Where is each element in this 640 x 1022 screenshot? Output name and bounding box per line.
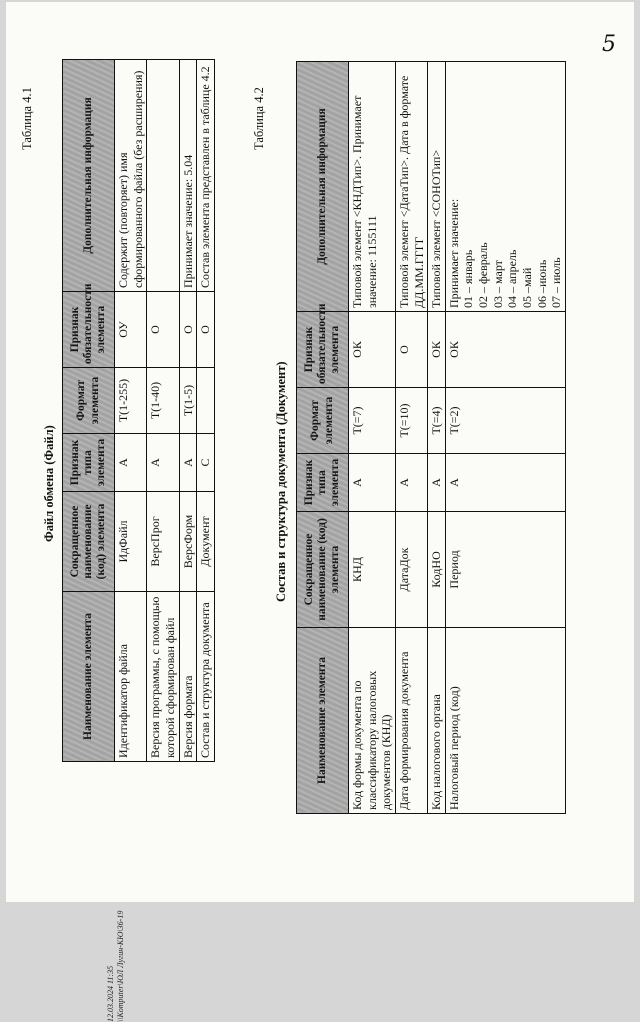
- cell-mandatory: ОК: [428, 312, 446, 388]
- document-page: [6, 2, 634, 1022]
- cell-type: А: [349, 454, 396, 512]
- table-4-1-title: Файл обмена (Файл): [42, 425, 56, 542]
- page-number: 5: [602, 32, 616, 57]
- table-row: [197, 60, 215, 762]
- cell-type: А: [115, 434, 147, 492]
- cell-mandatory: О: [395, 312, 427, 388]
- cell-code: ДатаДок: [395, 512, 427, 628]
- table-4-1-label: Таблица 4.1: [20, 87, 34, 150]
- cell-info: Состав элемента представлен в таблице 4.2: [197, 60, 215, 292]
- table-row: [179, 60, 197, 762]
- header-format: Формат элемента: [297, 388, 349, 454]
- stamp-path: \\Komputer\ЮЛ Лугин-КЮ\36-19: [116, 910, 126, 1022]
- table-4-2: [296, 61, 566, 814]
- cell-name: Код налогового органа: [428, 628, 446, 814]
- cell-info: Типовой элемент <СОНОТип>: [428, 62, 446, 312]
- cell-name: Версия формата: [179, 592, 197, 762]
- period-value: 05 –май: [519, 267, 534, 308]
- cell-format: T(1-40): [147, 368, 179, 434]
- period-value: 03 – март: [490, 260, 505, 308]
- table-4-1: [62, 59, 215, 762]
- header-type: Признак типа элемента: [297, 454, 349, 512]
- header-format: Формат элемента: [63, 368, 115, 434]
- period-value: 04 – апрель: [505, 249, 520, 308]
- header-mandatory: Признак обязательности элемента: [297, 312, 349, 388]
- table-header-row: [63, 60, 115, 762]
- cell-mandatory: ОУ: [115, 292, 147, 368]
- table-header-row: [297, 62, 349, 814]
- cell-type: А: [428, 454, 446, 512]
- cell-mandatory: ОК: [349, 312, 396, 388]
- cell-info: [147, 60, 179, 292]
- footer-stamp: [106, 902, 127, 1022]
- table-row: [349, 62, 396, 814]
- cell-name: Идентификатор файла: [115, 592, 147, 762]
- cell-type: А: [179, 434, 197, 492]
- cell-format: T(1-5): [179, 368, 197, 434]
- cell-name: Дата формирования документа: [395, 628, 427, 814]
- rotated-content: [6, 2, 634, 902]
- header-short-code: Сокращенное наименование (код) элемента: [63, 492, 115, 592]
- cell-type: А: [445, 454, 565, 512]
- cell-code: КНД: [349, 512, 396, 628]
- cell-code: ИдФайл: [115, 492, 147, 592]
- cell-period-values: [445, 62, 565, 312]
- period-intro: Принимает значение:: [446, 198, 461, 308]
- stamp-date: 12.03.2024 11:35: [106, 965, 115, 1022]
- period-value: 02 – февраль: [476, 242, 490, 308]
- cell-mandatory: ОК: [445, 312, 565, 388]
- cell-type: А: [395, 454, 427, 512]
- table-4-2-title: Состав и структура документа (Документ): [274, 361, 288, 602]
- cell-type: С: [197, 434, 215, 492]
- header-mandatory: Признак обязательности элемента: [63, 292, 115, 368]
- cell-name: Состав и структура документа: [197, 592, 215, 762]
- cell-code: КодНО: [428, 512, 446, 628]
- cell-mandatory: О: [197, 292, 215, 368]
- cell-name: Код формы документа по классификатору налоговых документов (КНД): [349, 628, 396, 814]
- cell-code: Период: [445, 512, 565, 628]
- cell-format: T(1-255): [115, 368, 147, 434]
- cell-code: ВерсФорм: [179, 492, 197, 592]
- cell-type: А: [147, 434, 179, 492]
- period-value: 07 – июль: [549, 257, 564, 308]
- header-element-name: Наименование элемента: [297, 628, 349, 814]
- header-type: Признак типа элемента: [63, 434, 115, 492]
- header-short-code: Сокращенное наименование (код) элемента: [297, 512, 349, 628]
- header-element-name: Наименование элемента: [63, 592, 115, 762]
- cell-name: Налоговый период (код): [445, 628, 565, 814]
- cell-format: T(=4): [428, 388, 446, 454]
- table-row: [395, 62, 427, 814]
- cell-code: ВерсПрог: [147, 492, 179, 592]
- cell-code: Документ: [197, 492, 215, 592]
- table-row: [115, 60, 147, 762]
- table-row: [147, 60, 179, 762]
- cell-info: Принимает значение: 5.04: [179, 60, 197, 292]
- header-additional-info: Дополнительная информация: [63, 60, 115, 292]
- cell-format: T(=10): [395, 388, 427, 454]
- cell-mandatory: О: [147, 292, 179, 368]
- cell-format: [197, 368, 215, 434]
- table-row: [428, 62, 446, 814]
- cell-mandatory: О: [179, 292, 197, 368]
- cell-name: Версия программы, с помощью которой сформирован файл: [147, 592, 179, 762]
- table-4-2-label: Таблица 4.2: [252, 87, 266, 150]
- cell-format: T(=7): [349, 388, 396, 454]
- period-value: 01 – январь: [461, 249, 476, 308]
- header-additional-info: Дополнительная информация: [297, 62, 349, 312]
- cell-info: Содержит (повторяет) имя сформированного файла (без расширения): [115, 60, 147, 292]
- cell-format: T(=2): [445, 388, 565, 454]
- table-row: [445, 62, 565, 814]
- period-value: 06 –июнь: [534, 259, 549, 308]
- cell-info: Типовой элемент <ДатаТип>. Дата в формате ДД.ММ.ГГГГ: [395, 62, 427, 312]
- cell-info: Типовой элемент <КНДТип>. Принимает значение: 1155111: [349, 62, 396, 312]
